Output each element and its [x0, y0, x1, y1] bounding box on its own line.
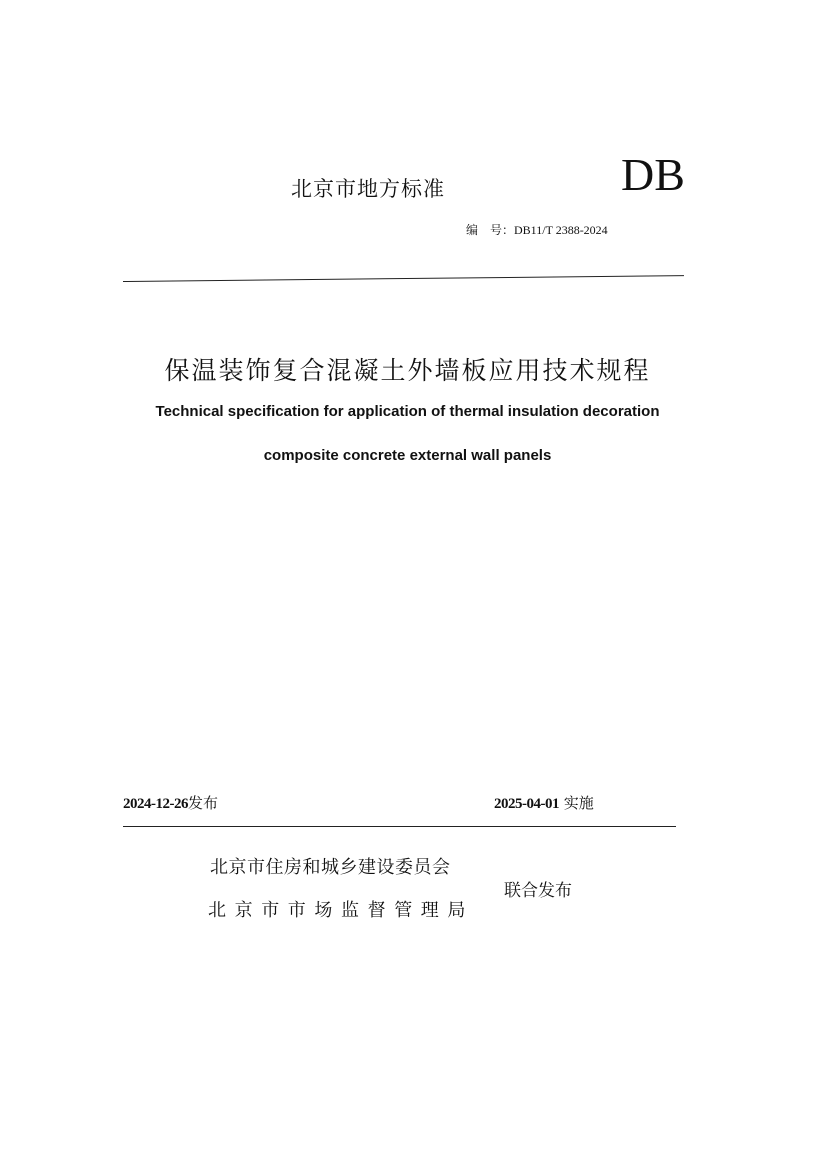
joint-issue-label: 联合发布 [504, 881, 572, 901]
bottom-divider [123, 826, 676, 827]
effective-date [494, 792, 594, 813]
issuer-market-regulation: 北京市市场监督管理局 [208, 900, 474, 921]
publish-date [123, 792, 218, 813]
effective-label: 实施 [563, 794, 594, 812]
top-divider [123, 275, 684, 282]
effective-date-value: 2025-04-01 [494, 796, 559, 812]
standard-number [466, 221, 608, 238]
title-chinese: 保温装饰复合混凝土外墙板应用技术规程 [164, 356, 651, 385]
publish-label: 发布 [188, 794, 219, 812]
standard-type: 北京市地方标准 [291, 177, 445, 201]
db-mark: DB [621, 149, 685, 200]
issuer-housing-commission: 北京市住房和城乡建设委员会 [210, 857, 451, 878]
publish-date-value: 2024-12-26 [123, 796, 188, 812]
standard-number-value: DB11/T 2388-2024 [514, 223, 608, 237]
title-english-line2: composite concrete external wall panels [263, 447, 552, 464]
standard-number-label: 编 号： [466, 223, 515, 237]
title-english-line1: Technical specification for application of thermal insulation decoration [155, 403, 660, 420]
